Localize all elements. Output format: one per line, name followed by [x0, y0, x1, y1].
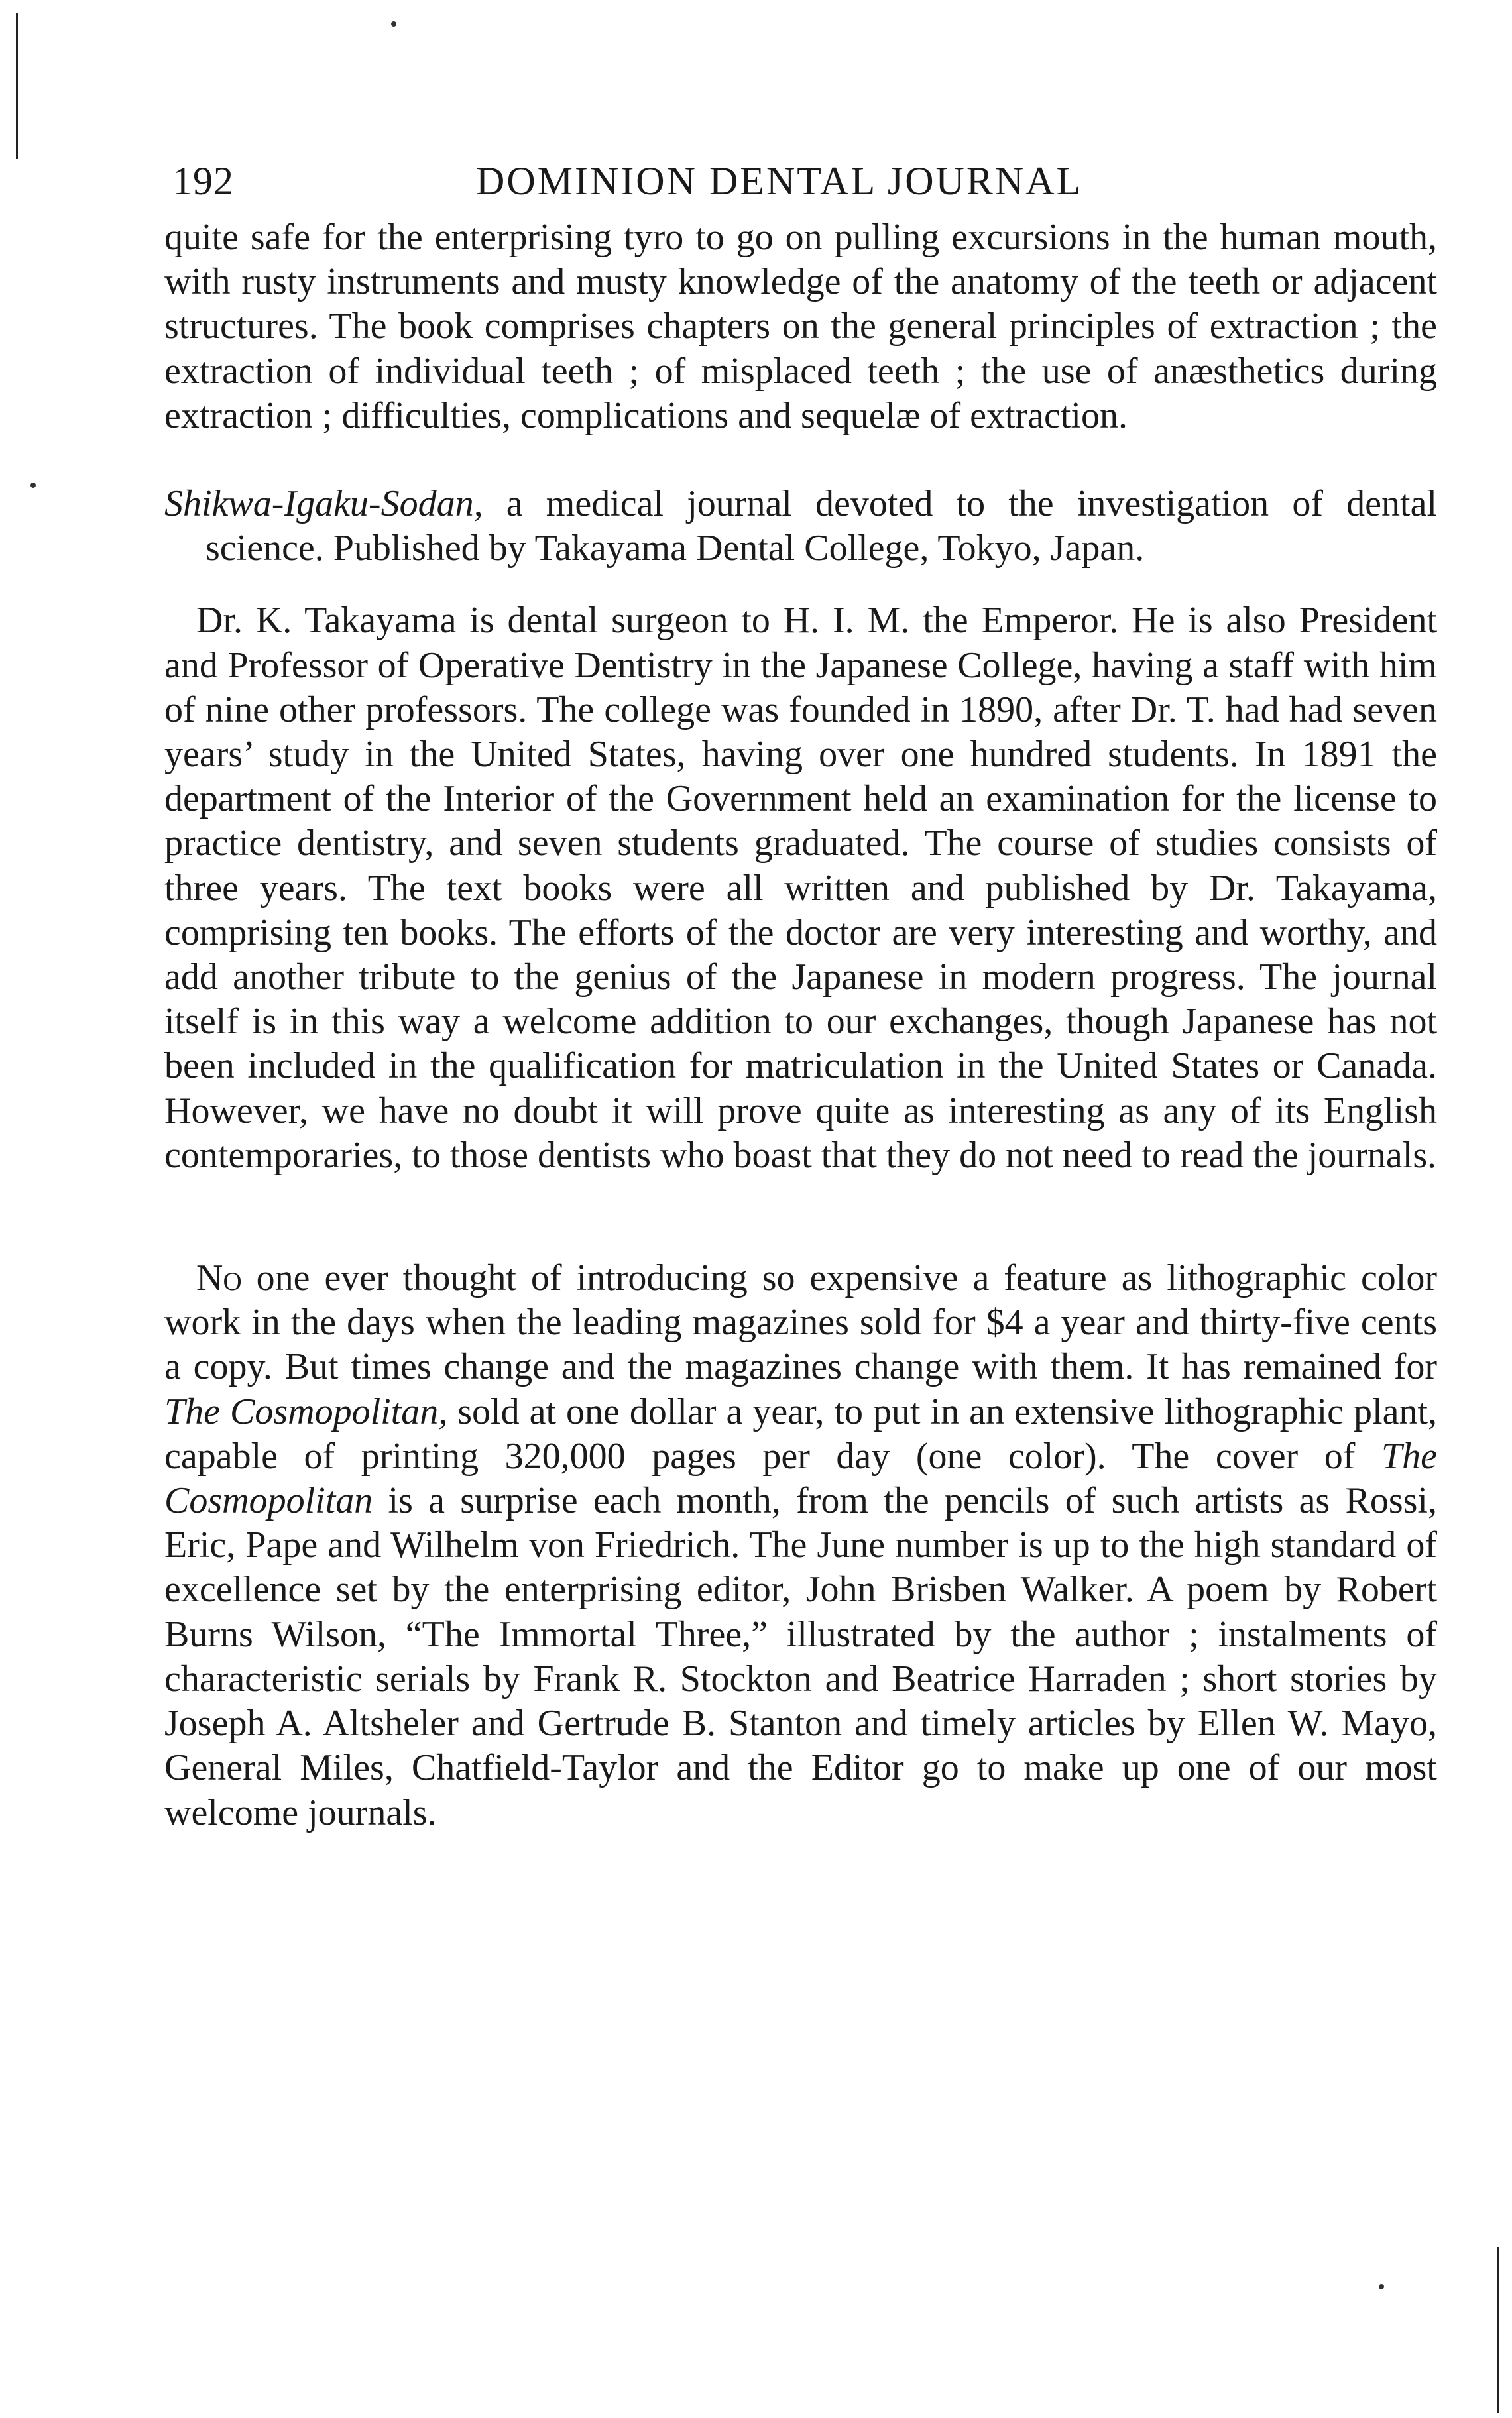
- page-body: [164, 215, 1437, 1835]
- magazine-title: The Cosmopolitan,: [164, 1391, 448, 1432]
- paragraph-book-review-continued: [164, 215, 1437, 438]
- paragraph-cosmopolitan: [164, 1256, 1437, 1835]
- paragraph-text: quite safe for the enterprising tyro to go on pulling excursions in the human mouth, with rusty instruments and musty knowledge of the anatomy of the teeth or adjacent structures. The book comprises chapters on the general principles of extraction ; the extraction of individual teeth ; of misplaced teeth ; the use of anæsthetics during extraction ; difficulties, complications and sequelæ of extraction.: [164, 217, 1437, 436]
- paragraph-journal-notice: [164, 482, 1437, 571]
- scan-speck: [30, 483, 36, 488]
- lead-word: No: [196, 1257, 242, 1299]
- page-number: 192: [172, 159, 234, 203]
- paragraph-text: a medical journal devoted to the investigation of dental science. Published by Takayama Dental College, Tokyo, Japan.: [205, 483, 1437, 569]
- paragraph-text: one ever thought of introducing so expensive a feature as lithographic color work in the days when the leading magazines sold for $4 a year and thirty-five cents a copy. But times change and the magazines change with them. It has remained for: [164, 1257, 1437, 1388]
- paragraph-takayama: [164, 599, 1437, 1178]
- paragraph-text: Dr. K. Takayama is dental surgeon to H. I. M. the Emperor. He is also President and Professor of Operative Dentistry in the Japanese College, having a staff with him of nine other professors. The college was founded in 1890, after Dr. T. had had seven years’ study in the United States, having over one hundred students. In 1891 the department of the Interior of the Government held an examination for the license to practice dentistry, and seven students graduated. The course of studies consists of three years. The text books were all written and published by Dr. Takayama, comprising ten books. The efforts of the doctor are very interesting and worthy, and add another tribute to the genius of the Japanese in modern progress. The journal itself is in this way a welcome addition to our exchanges, though Japanese has not been included in the qualification for matriculation in the United States or Canada. However, we have no doubt it will prove quite as interesting as any of its English contemporaries, to those dentists who boast that they do not need to read the journals.: [164, 600, 1437, 1176]
- scan-speck: [1379, 2284, 1384, 2289]
- journal-title: Shikwa-Igaku-Sodan,: [164, 483, 483, 525]
- scan-edge-left: [16, 13, 18, 159]
- magazine-title: The Cosmopolitan: [164, 1435, 1437, 1522]
- paragraph-text: sold at one dollar a year, to put in an extensive lithographic plant, capable of printing 320,000 pages per day (one color). The cover of: [164, 1391, 1437, 1477]
- page-header: [164, 143, 1437, 215]
- paragraph-text: is a surprise each month, from the pencils of such artists as Rossi, Eric, Pape and Wilhelm von Friedrich. The June number is up to the high standard of excellence set by the enterprising editor, John Brisben Walker. A poem by Robert Burns Wilson, “The Immortal Three,” illustrated by the author ; instalments of characteristic serials by Frank R. Stockton and Beatrice Harraden ; short stories by Joseph A. Altsheler and Gertrude B. Stanton and timely articles by Ellen W. Mayo, General Miles, Chatfield-Taylor and the Editor go to make up one of our most welcome journals.: [164, 1480, 1437, 1833]
- running-head: DOMINION DENTAL JOURNAL: [476, 159, 1083, 203]
- book-page: [164, 143, 1437, 1835]
- scan-speck: [391, 21, 396, 27]
- scan-edge-right: [1497, 2247, 1499, 2413]
